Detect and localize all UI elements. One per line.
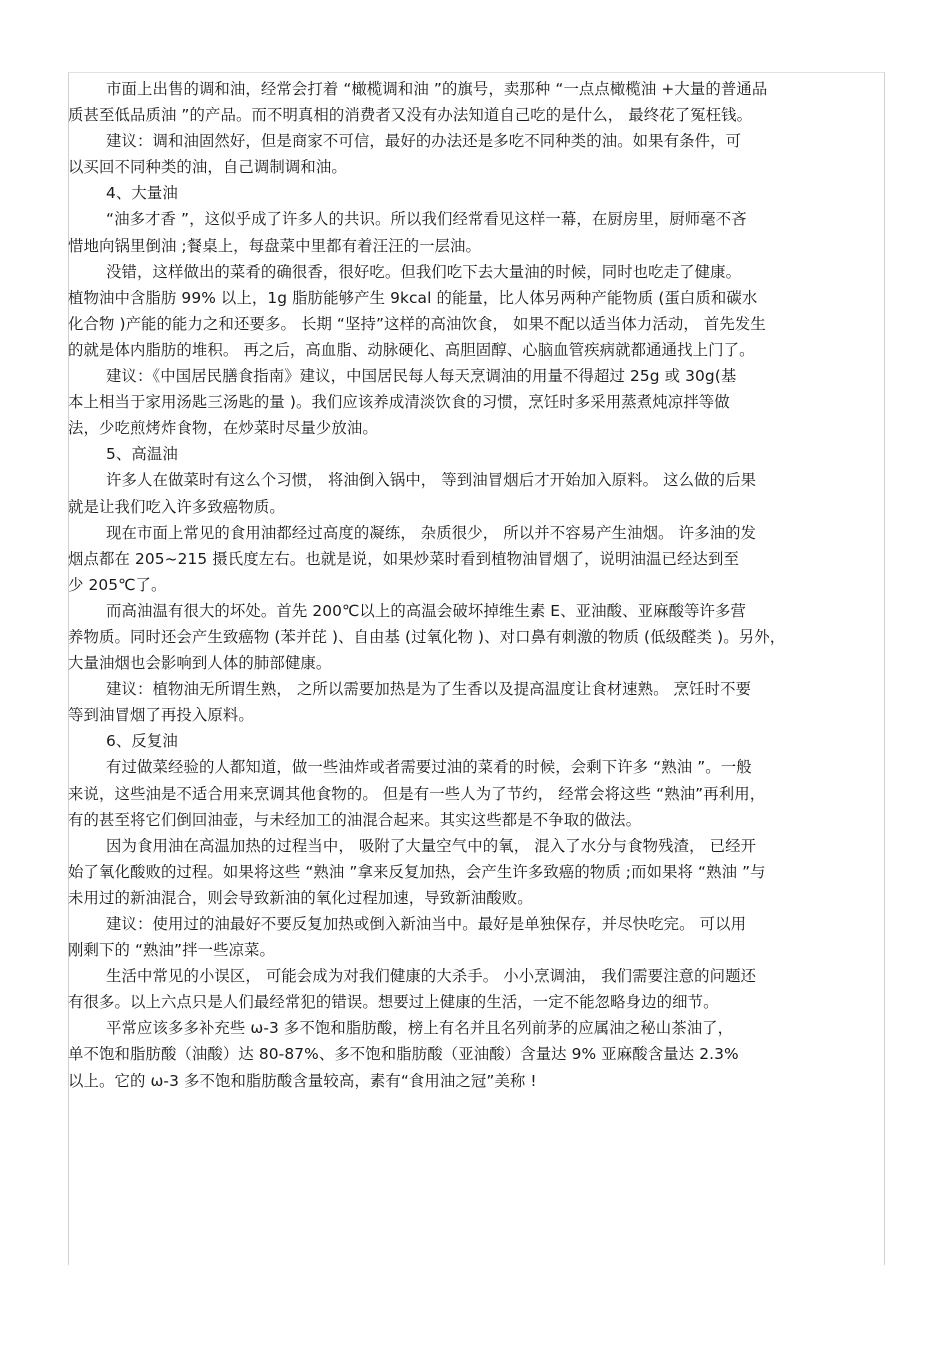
text-line: 质甚至低品质油 ”的产品。而不明真相的消费者又没有办法知道自己吃的是什么， 最终花了冤枉钱。 <box>68 106 753 125</box>
text-line: 建议：植物油无所谓生熟， 之所以需要加热是为了生香以及提高温度让食材速熟。 烹饪时不要 <box>106 680 752 699</box>
text-line: 许多人在做菜时有这么个习惯， 将油倒入锅中， 等到油冒烟后才开始加入原料。 这么做的后果 <box>106 471 757 490</box>
text-line: 植物油中含脂肪 99% 以上，1g 脂肪能够产生 9kcal 的能量，比人体另两种产能物质 (蛋白质和碳水 <box>68 288 758 307</box>
text-line: 没错，这样做出的菜肴的确很香，很好吃。但我们吃下去大量油的时候，同时也吃走了健康。 <box>106 262 742 281</box>
text-line: 等到油冒烟了再投入原料。 <box>68 706 254 725</box>
text-line: 建议：调和油固然好，但是商家不可信，最好的办法还是多吃不同种类的油。如果有条件，可 <box>106 132 742 151</box>
text-line: 本上相当于家用汤匙三汤匙的量 )。我们应该养成清淡饮食的习惯，烹饪时多采用蒸煮炖凉拌等做 <box>68 393 730 412</box>
text-line: 单不饱和脂肪酸（油酸）达 80-87%、多不饱和脂肪酸（亚油酸）含量达 9% 亚麻酸含量达 2.3% <box>68 1045 739 1064</box>
text-line: “油多才香 ”，这似乎成了许多人的共识。所以我们经常看见这样一幕，在厨房里，厨师毫不吝 <box>106 210 747 229</box>
text-line: 来说，这些油是不适合用来烹调其他食物的。 但是有一些人为了节约， 经常会将这些 “熟油”再利用， <box>68 784 766 803</box>
text-line: 始了氧化酸败的过程。如果将这些 “熟油 ”拿来反复加热，会产生许多致癌的物质 ;而如果将 “熟油 ”与 <box>68 862 766 881</box>
text-line: 就是让我们吃入许多致癌物质。 <box>68 497 285 516</box>
text-line: 惜地向锅里倒油 ;餐桌上，每盘菜中里都有着汪汪的一层油。 <box>68 236 482 255</box>
text-line: 有的甚至将它们倒回油壶，与未经加工的油混合起来。其实这些都是不争取的做法。 <box>68 810 642 829</box>
text-line: 建议：《中国居民膳食指南》建议，中国居民每人每天烹调油的用量不得超过 25g 或 30g(基 <box>106 367 737 386</box>
text-line: 以买回不同种类的油，自己调制调和油。 <box>68 158 347 177</box>
text-line: 未用过的新油混合，则会导致新油的氧化过程加速，导致新油酸败。 <box>68 888 533 907</box>
text-line: 生活中常见的小误区， 可能会成为对我们健康的大杀手。 小小烹调油， 我们需要注意的问题还 <box>106 967 757 986</box>
section-heading: 4、大量油 <box>106 184 178 203</box>
text-line: 而高油温有很大的坏处。首先 200℃以上的高温会破坏掉维生素 E、亚油酸、亚麻酸等许多营 <box>106 601 747 620</box>
text-line: 因为食用油在高温加热的过程当中， 吸附了大量空气中的氧， 混入了水分与食物残渣， 已经开 <box>106 836 757 855</box>
text-line: 的就是体内脂肪的堆积。 再之后，高血脂、动脉硬化、高胆固醇、心脑血管疾病就都通通找上门了。 <box>68 340 755 359</box>
text-line: 法，少吃煎烤炸食物，在炒菜时尽量少放油。 <box>68 419 378 438</box>
text-line: 少 205℃了。 <box>68 575 167 594</box>
text-line: 建议：使用过的油最好不要反复加热或倒入新油当中。最好是单独保存，并尽快吃完。 可以用 <box>106 915 747 933</box>
text-line: 大量油烟也会影响到人体的肺部健康。 <box>68 654 332 673</box>
text-line: 有过做菜经验的人都知道，做一些油炸或者需要过油的菜肴的时候，会剩下许多 “熟油 ”。一般 <box>106 758 752 777</box>
text-line: 现在市面上常见的食用油都经过高度的凝练， 杂质很少， 所以并不容易产生油烟。 许多油的发 <box>106 523 757 542</box>
text-line: 市面上出售的调和油，经常会打着 “橄榄调和油 ”的旗号，卖那种 “一点点橄榄油 +大量的普通品 <box>106 80 768 98</box>
text-line: 烟点都在 205~215 摄氏度左右。也就是说，如果炒菜时看到植物油冒烟了，说明油温已经达到至 <box>68 549 739 568</box>
text-line: 养物质。同时还会产生致癌物 (苯并芘 )、自由基 (过氧化物 )、对口鼻有刺激的物质 (低级醛类 )。另外， <box>68 627 786 646</box>
text-line: 平常应该多多补充些 ω-3 多不饱和脂肪酸，榜上有名并且名列前茅的应属油之秘山茶油了， <box>106 1019 734 1038</box>
text-line: 刚剩下的 “熟油”拌一些凉菜。 <box>68 941 276 960</box>
text-line: 有很多。以上六点只是人们最经常犯的错误。想要过上健康的生活，一定不能忽略身边的细节。 <box>68 993 719 1012</box>
text-line: 化合物 )产能的能力之和还要多。 长期 “坚持”这样的高油饮食， 如果不配以适当体力活动， 首先发生 <box>68 314 766 333</box>
section-heading: 5、高温油 <box>106 445 178 464</box>
text-line: 以上。它的 ω-3 多不饱和脂肪酸含量较高，素有“食用油之冠”美称 ! <box>68 1071 537 1090</box>
section-heading: 6、反复油 <box>106 732 178 751</box>
document-body <box>68 76 880 1094</box>
